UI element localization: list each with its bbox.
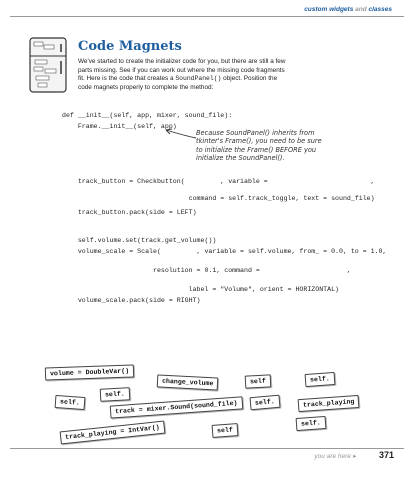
intro-line1: We've started to create the initializer code for you, but there are still a few xyxy=(78,58,286,65)
fridge-icon xyxy=(28,36,68,94)
running-header xyxy=(304,6,392,13)
footer-rule xyxy=(10,448,404,449)
intro-line2: parts missing. See if you can work out where the missing code fragments xyxy=(78,66,285,74)
intro-line4: code magnets properly to complete the method: xyxy=(78,83,214,91)
magnet-change-volume[interactable]: change_volume xyxy=(157,374,219,390)
note-line3: to initialize the Frame() BEFORE you xyxy=(196,145,317,154)
intro-line3-pre: fit. Here is the code that creates a xyxy=(78,75,176,83)
code-line-10: volume_scale.pack(side = RIGHT) xyxy=(62,297,201,304)
magnet-volume-doublevar[interactable]: volume = DoubleVar() xyxy=(45,364,135,380)
code-line-6: self.volume.set(track.get_volume()) xyxy=(62,237,217,244)
page-title: Code Magnets xyxy=(78,39,182,54)
code-line-8: resolution = 0.1, command = , xyxy=(62,267,351,274)
magnet-track-mixer-sound[interactable]: track = mixer.Sound(sound_file) xyxy=(110,396,243,418)
header-rule xyxy=(10,16,404,17)
intro-paragraph xyxy=(78,58,378,92)
code-line-4: command = self.track_toggle, text = sound_file) xyxy=(62,195,375,202)
footer-text: you are here ▸ xyxy=(314,453,356,460)
code-line-9: label = "Volume", orient = HORIZONTAL) xyxy=(62,286,339,293)
header-part2: and xyxy=(355,6,367,13)
code-line-1: def __init__(self, app, mixer, sound_file): xyxy=(62,112,233,119)
arrow-icon xyxy=(162,127,198,141)
note-line1: Because SoundPanel() inherits from xyxy=(196,129,315,137)
note-line2: tkinter's Frame(), you need to be sure xyxy=(196,137,322,146)
code-line-5: track_button.pack(side = LEFT) xyxy=(62,209,197,216)
magnet-self-dot-1[interactable]: self. xyxy=(305,372,336,387)
header-part3: classes xyxy=(368,6,392,13)
magnet-track-playing[interactable]: track_playing xyxy=(298,395,360,412)
magnet-self-dot-3[interactable]: self. xyxy=(55,395,86,410)
code-line-7: volume_scale = Scale( , variable = self.volume, from_ = 0.0, to = 1.0, xyxy=(62,248,387,255)
magnet-self-2[interactable]: self xyxy=(212,423,239,438)
handwritten-note xyxy=(196,129,322,163)
code-line-2: Frame.__init__(self, app) xyxy=(62,123,177,130)
magnet-self-dot-4[interactable]: self. xyxy=(249,395,280,411)
magnet-track-playing-intvar[interactable]: track_playing = IntVar() xyxy=(60,421,166,445)
intro-line3-code: SoundPanel() xyxy=(175,75,222,83)
header-part1: custom widgets xyxy=(304,6,354,13)
magnet-self-dot-2[interactable]: self. xyxy=(100,387,130,402)
code-line-3: track_button = Checkbutton( , variable = , xyxy=(62,178,375,185)
note-line4: initialize the SoundPanel(). xyxy=(196,154,285,163)
page-number: 371 xyxy=(378,450,394,460)
magnet-self-dot-5[interactable]: self. xyxy=(296,416,327,431)
intro-line3-post: object. Position the xyxy=(221,75,278,83)
magnet-self-1[interactable]: self xyxy=(245,374,271,388)
